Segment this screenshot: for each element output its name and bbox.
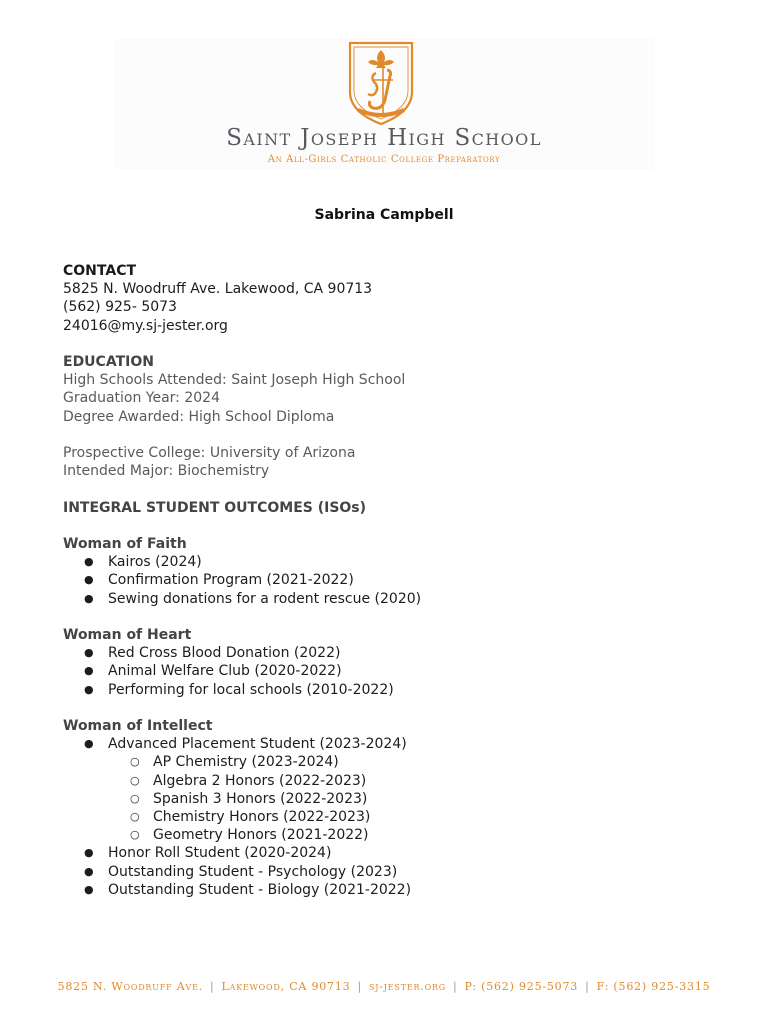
sublist-item: ○ Geometry Honors (2021-2022) <box>63 826 703 844</box>
heart-list <box>63 644 703 699</box>
sublist-item: ○ AP Chemistry (2023-2024) <box>63 753 703 771</box>
footer-city: Lakewood, CA 90713 <box>221 980 351 993</box>
education-school: High Schools Attended: Saint Joseph High School <box>63 372 406 389</box>
sublist-item: ○ Chemistry Honors (2022-2023) <box>63 808 703 826</box>
list-item: ● Performing for local schools (2010-2022) <box>63 681 703 699</box>
list-item: ● Sewing donations for a rodent rescue (2020) <box>63 590 703 608</box>
letterhead-footer: 5825 N. Woodruff Ave. | Lakewood, CA 90713 | sj-jester.org | P: (562) 925-5073 | F: (562) 925-3315 <box>57 980 711 993</box>
resume-body <box>63 262 703 899</box>
footer-fax: F: (562) 925-3315 <box>596 980 711 993</box>
list-item: ● Animal Welfare Club (2020-2022) <box>63 662 703 680</box>
intellect-list <box>63 735 703 899</box>
footer-address: 5825 N. Woodruff Ave. <box>57 980 204 993</box>
education-degree: Degree Awarded: High School Diploma <box>63 408 335 425</box>
intellect-heading: Woman of Intellect <box>63 717 213 734</box>
list-item: ● Outstanding Student - Psychology (2023) <box>63 863 703 881</box>
ap-sublist <box>63 753 703 844</box>
list-item-label: Advanced Placement Student (2023-2024) <box>108 736 407 753</box>
contact-address: 5825 N. Woodruff Ave. Lakewood, CA 90713 <box>63 281 373 298</box>
isos-heading: INTEGRAL STUDENT OUTCOMES (ISOs) <box>63 499 367 516</box>
education-college: Prospective College: University of Arizona <box>63 445 356 461</box>
faith-heading: Woman of Faith <box>63 535 187 552</box>
sublist-item: ○ Algebra 2 Honors (2022-2023) <box>63 772 703 790</box>
faith-list <box>63 553 703 608</box>
contact-heading: CONTACT <box>63 263 137 279</box>
footer-phone: P: (562) 925-5073 <box>464 980 579 993</box>
list-item: ● Honor Roll Student (2020-2024) <box>63 844 703 862</box>
education-heading: EDUCATION <box>63 354 154 370</box>
school-name: Saint Joseph High School <box>226 125 542 151</box>
list-item: ● Kairos (2024) <box>63 553 703 571</box>
list-item: ● Outstanding Student - Biology (2021-2022) <box>63 881 703 899</box>
list-item-ap <box>63 735 703 844</box>
list-item: ● Red Cross Blood Donation (2022) <box>63 644 703 662</box>
sublist-item: ○ Spanish 3 Honors (2022-2023) <box>63 790 703 808</box>
footer-website: sj-jester.org <box>368 980 446 993</box>
student-name: Sabrina Campbell <box>314 207 454 223</box>
contact-phone: (562) 925- 5073 <box>63 299 177 316</box>
school-tagline: An All-Girls Catholic College Preparatory <box>267 154 501 165</box>
contact-email: 24016@my.sj-jester.org <box>63 317 228 334</box>
heart-heading: Woman of Heart <box>63 626 192 643</box>
education-major: Intended Major: Biochemistry <box>63 463 270 480</box>
list-item: ● Confirmation Program (2021-2022) <box>63 571 703 589</box>
fleur-de-lis-crest-icon <box>346 40 416 126</box>
education-graduation: Graduation Year: 2024 <box>63 390 220 407</box>
